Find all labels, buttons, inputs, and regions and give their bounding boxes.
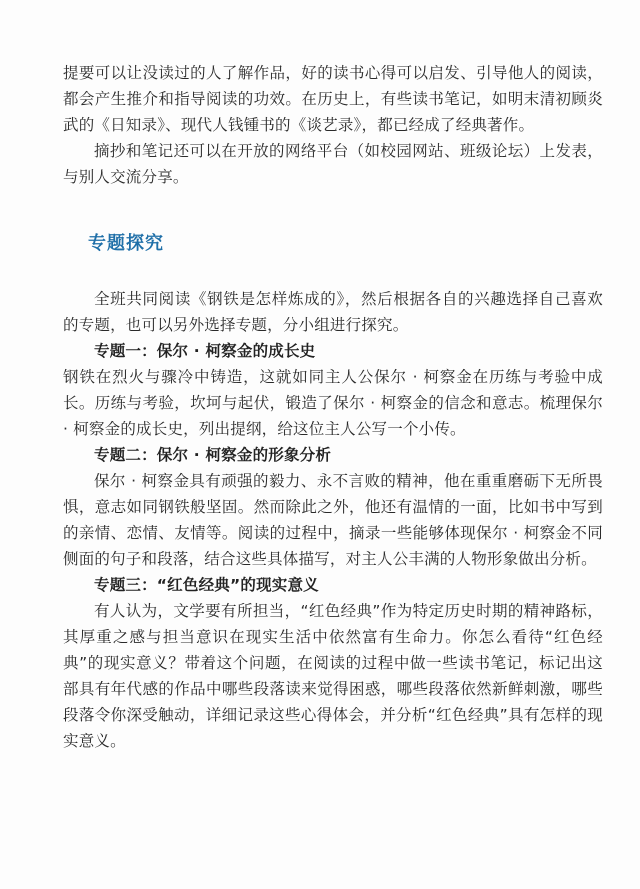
- intro-paragraph-1: 提要可以让没读过的人了解作品，好的读书心得可以启发、引导他人的阅读，都会产生推介和指导阅读的功效。在历史上，有些读书笔记，如明末清初顾炎武的《日知录》、现代人钱锺书的《谈艺录》，都已经成了经典著作。: [63, 64, 603, 134]
- intro-paragraph-2: 摘抄和笔记还可以在开放的网络平台（如校园网站、班级论坛）上发表，与别人交流分享。: [63, 142, 603, 186]
- section-title: 专题探究: [88, 233, 164, 254]
- topic-1-heading: 专题一：保尔 · 柯察金的成长史: [94, 342, 316, 360]
- topic-2-heading: 专题二：保尔 · 柯察金的形象分析: [94, 446, 332, 464]
- topic-3-heading: 专题三：“红色经典”的现实意义: [94, 576, 319, 594]
- topic-1-body: 钢铁在烈火与骤冷中铸造，这就如同主人公保尔 · 柯察金在历练与考验中成长。历练与考验，坎坷与起伏，锻造了保尔 · 柯察金的信念和意志。梳理保尔 · 柯察金的成长史，列出提纲，给这位主人公写一个小传。: [63, 368, 603, 438]
- topic-3-body: 有人认为，文学要有所担当，“红色经典”作为特定历史时期的精神路标，其厚重之感与担当意识在现实生活中依然富有生命力。你怎么看待“红色经典”的现实意义？带着这个问题，在阅读的过程中做一些读书笔记，标记出这部具有年代感的作品中哪些段落读来觉得困惑，哪些段落依然新鲜刺激，哪些段落令你深受触动，详细记录这些心得体会，并分析“红色经典”具有怎样的现实意义。: [63, 602, 603, 750]
- intro-section: [63, 60, 603, 190]
- topic-2-body: 保尔 · 柯察金具有顽强的毅力、永不言败的精神，他在重重磨砺下无所畏惧，意志如同钢铁般坚固。然而除此之外，他还有温情的一面，比如书中写到的亲情、恋情、友情等。阅读的过程中，摘录一些能够体现保尔 · 柯察金不同侧面的句子和段落，结合这些具体描写，对主人公丰满的人物形象做出分析。: [63, 472, 603, 568]
- topic-study-section: [63, 286, 603, 754]
- section-lead-paragraph: 全班共同阅读《钢铁是怎样炼成的》，然后根据各自的兴趣选择自己喜欢的专题，也可以另外选择专题，分小组进行探究。: [63, 290, 603, 334]
